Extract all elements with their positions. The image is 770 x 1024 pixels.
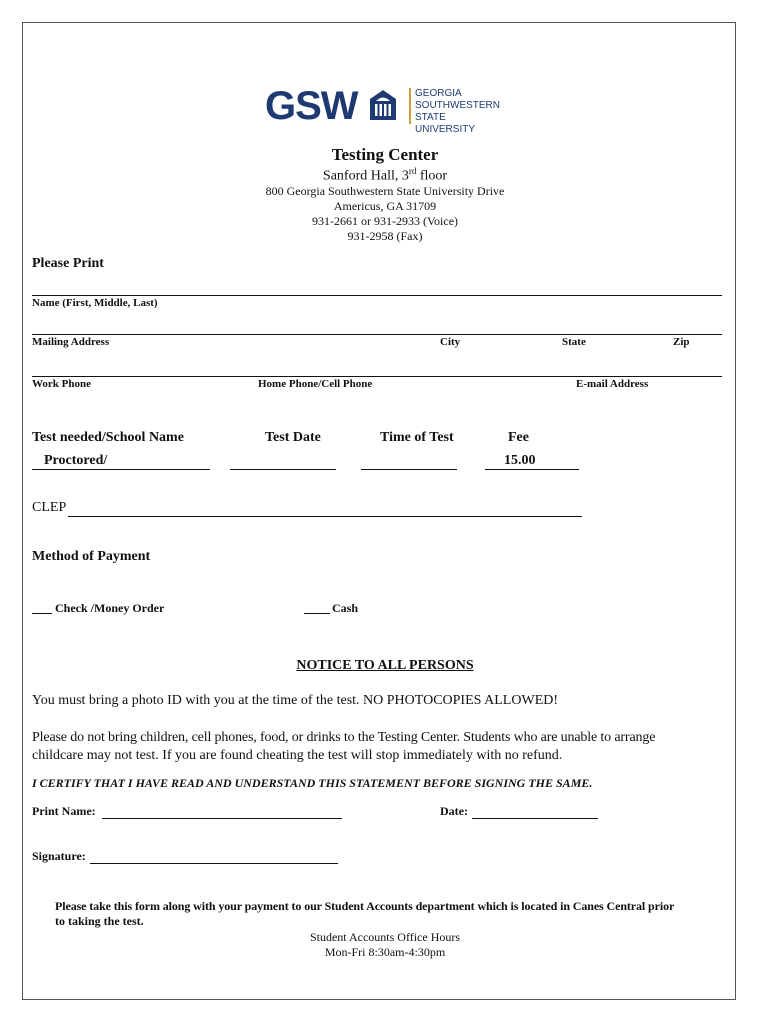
logo-university-name: GEORGIA SOUTHWESTERN STATE UNIVERSITY: [415, 88, 500, 135]
street-address: 800 Georgia Southwestern State University Drive: [265, 184, 505, 198]
cash-blank[interactable]: [304, 613, 330, 614]
test-date-label: Test Date: [265, 430, 321, 445]
city-label: City: [440, 336, 461, 348]
mailing-label: Mailing Address: [32, 336, 110, 348]
clep-line[interactable]: [68, 516, 582, 517]
zip-label: Zip: [673, 336, 690, 348]
footer-instruction-line1: Please take this form along with your payment to our Student Accounts department which is located in Canes Central prior: [55, 899, 675, 913]
signature-line[interactable]: [90, 863, 338, 864]
fee-label: Fee: [508, 430, 529, 445]
check-option: Check /Money Order: [55, 601, 165, 615]
fee-value: 15.00: [504, 453, 536, 468]
date-label: Date:: [440, 804, 468, 818]
test-line[interactable]: [32, 469, 210, 470]
notice-heading: NOTICE TO ALL PERSONS: [296, 658, 474, 673]
email-label: E-mail Address: [576, 378, 649, 390]
test-value: Proctored/: [44, 453, 108, 468]
test-needed-label: Test needed/School Name: [32, 430, 184, 445]
fee-line[interactable]: [485, 469, 579, 470]
print-name-line[interactable]: [102, 818, 342, 819]
state-label: State: [562, 336, 586, 348]
notice-children-line2: childcare may not test. If you are found cheating the test will stop immediately with no refund.: [32, 748, 563, 763]
city-address: Americus, GA 31709: [333, 199, 437, 213]
work-phone-label: Work Phone: [32, 378, 91, 390]
location-line: Sanford Hall, 3rd floor: [322, 166, 448, 184]
test-time-label: Time of Test: [380, 430, 454, 445]
name-line[interactable]: [32, 295, 722, 296]
university-logo: [265, 84, 500, 135]
home-phone-label: Home Phone/Cell Phone: [258, 378, 373, 390]
logo-divider: [409, 88, 411, 124]
logo-wordmark: GSW: [265, 84, 358, 128]
please-print-label: Please Print: [32, 256, 104, 271]
check-blank[interactable]: [32, 613, 52, 614]
page-title: Testing Center: [331, 145, 439, 164]
cash-option: Cash: [332, 601, 359, 615]
office-hours-title: Student Accounts Office Hours: [309, 930, 461, 944]
fax-number: 931-2958 (Fax): [347, 229, 423, 243]
footer-instruction-line2: to taking the test.: [55, 914, 144, 928]
date-line[interactable]: [230, 469, 336, 470]
voice-phone: 931-2661 or 931-2933 (Voice): [311, 214, 459, 228]
notice-photo-id: You must bring a photo ID with you at the time of the test. NO PHOTOCOPIES ALLOWED!: [32, 693, 559, 708]
date-signature-line[interactable]: [472, 818, 598, 819]
time-line[interactable]: [361, 469, 457, 470]
print-name-label: Print Name:: [32, 804, 96, 818]
phone-line[interactable]: [32, 376, 722, 377]
office-hours: Mon-Fri 8:30am-4:30pm: [324, 945, 446, 959]
mailing-line[interactable]: [32, 334, 722, 335]
signature-label: Signature:: [32, 849, 86, 863]
certify-statement: I CERTIFY THAT I HAVE READ AND UNDERSTAND THIS STATEMENT BEFORE SIGNING THE SAME.: [32, 776, 593, 790]
clep-label: CLEP: [32, 500, 67, 515]
name-label: Name (First, Middle, Last): [32, 297, 158, 309]
building-icon: [366, 88, 400, 122]
notice-children-line1: Please do not bring children, cell phones, food, or drinks to the Testing Center. Students who are unable to arrange: [32, 730, 656, 745]
payment-heading: Method of Payment: [32, 549, 151, 564]
